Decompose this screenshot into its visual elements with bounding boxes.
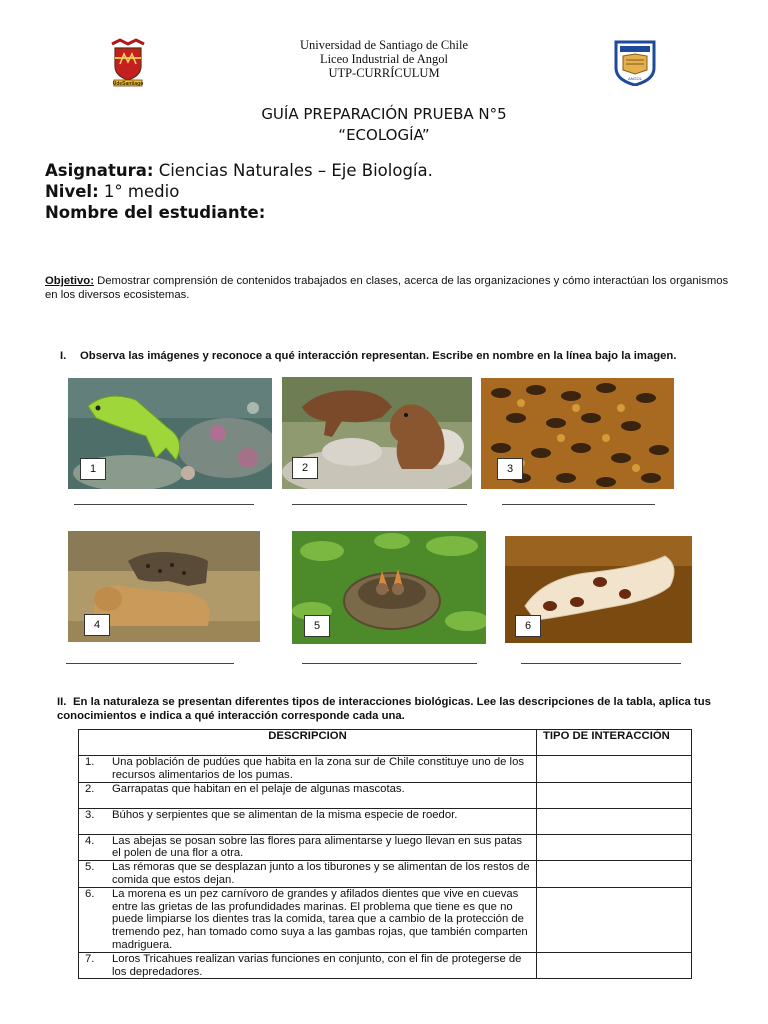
section-2-text: En la naturaleza se presentan diferentes tipos de interacciones biológicas. Lee las descripciones de la tabla, aplica tus conocimientos e indica a qué interacción corresponde cada una.: [57, 696, 711, 722]
section-1-heading: [60, 350, 720, 364]
image-3-badge: 3: [497, 458, 523, 480]
image-6-badge: 6: [515, 615, 541, 637]
section-1-number: I.: [60, 350, 67, 362]
institution-line-1: Universidad de Santiago de Chile: [299, 38, 469, 52]
image-3: [481, 378, 674, 489]
subject-label: Asignatura:: [45, 161, 154, 180]
row-number: 1.: [79, 756, 107, 783]
table-row: [79, 782, 692, 808]
interaction-type-column-header: TIPO DE INTERACCIÓN: [537, 730, 692, 756]
section-1-text: Observa las imágenes y reconoce a qué interacción representan. Escribe en nombre en la línea bajo la imagen.: [80, 350, 677, 362]
objective: [45, 274, 735, 302]
table-row: [79, 952, 692, 979]
subject-value: Ciencias Naturales – Eje Biología.: [153, 161, 433, 180]
liceo-industrial-logo: [614, 40, 656, 86]
image-4-badge: 4: [84, 614, 110, 636]
table-row: [79, 756, 692, 783]
row-description: Una población de pudúes que habita en la zona sur de Chile constituye uno de los recursos alimentarios de los pumas.: [106, 756, 537, 783]
table-row: [79, 808, 692, 834]
section-2-number: II.: [57, 696, 67, 708]
level-value: 1° medio: [98, 182, 180, 201]
row-number: 2.: [79, 782, 107, 808]
row-answer-cell[interactable]: [537, 952, 692, 979]
table-row: [79, 861, 692, 888]
row-answer-cell[interactable]: [537, 834, 692, 861]
row-answer-cell[interactable]: [537, 808, 692, 834]
level-label: Nivel:: [45, 182, 99, 201]
row-number: 5.: [79, 861, 107, 888]
interactions-table: [78, 729, 692, 979]
row-number: 6.: [79, 887, 107, 952]
description-column-header: DESCRIPCION: [79, 730, 537, 756]
objective-label: Objetivo:: [45, 275, 94, 287]
image-1-badge: 1: [80, 458, 106, 480]
table-row: [79, 834, 692, 861]
row-description: La morena es un pez carnívoro de grandes y afilados dientes que vive en cuevas entre las grietas de las profundidades marinas. El problema que tiene es que no puede limpiarse los dientes tras la comida, tarea que a cambio de la protección de tremendo pez, han tomado como suya a las gambas rojas, que también comparten madriguera.: [106, 887, 537, 952]
answer-line-3[interactable]: [502, 504, 655, 505]
svg-text:ANGOL: ANGOL: [627, 76, 643, 81]
image-4: [68, 531, 260, 642]
row-description: Las abejas se posan sobre las flores para alimentarse y luego llevan en sus patas el polen de una flor a otra.: [106, 834, 537, 861]
image-5: [292, 531, 486, 644]
image-2-badge: 2: [292, 457, 318, 479]
row-description: Garrapatas que habitan en el pelaje de algunas mascotas.: [106, 782, 537, 808]
image-1: [68, 378, 272, 489]
institution-line-2: Liceo Industrial de Angol: [319, 52, 449, 66]
row-description: Búhos y serpientes que se alimentan de la misma especie de roedor.: [106, 808, 537, 834]
left-logo-text: UdeSantiago: [112, 81, 144, 87]
document-title: [0, 104, 768, 146]
answer-line-1[interactable]: [74, 504, 254, 505]
row-description: Loros Tricahues realizan varias funciones en conjunto, con el fin de protegerse de los depredadores.: [106, 952, 537, 979]
image-6: [505, 536, 692, 643]
subject-line: [45, 160, 433, 181]
row-answer-cell[interactable]: [537, 887, 692, 952]
row-description: Las rémoras que se desplazan junto a los tiburones y se alimentan de los restos de comida que estos dejan.: [106, 861, 537, 888]
answer-line-6[interactable]: [521, 663, 681, 664]
row-number: 7.: [79, 952, 107, 979]
answer-line-4[interactable]: [66, 663, 234, 664]
title-line-2: “ECOLOGÍA”: [338, 126, 430, 144]
objective-text: Demostrar comprensión de contenidos trabajados en clases, acerca de las organizaciones y cómo interactúan los organismos en los diversos ecosistemas.: [45, 275, 729, 301]
row-answer-cell[interactable]: [537, 756, 692, 783]
answer-line-5[interactable]: [302, 663, 477, 664]
row-number: 3.: [79, 808, 107, 834]
student-info: [45, 160, 433, 223]
table-row: [79, 887, 692, 952]
student-name-line: [45, 202, 433, 223]
student-name-label: Nombre del estudiante:: [45, 203, 266, 222]
image-5-badge: 5: [304, 615, 330, 637]
section-2-heading: [57, 696, 737, 723]
image-2: [282, 377, 472, 489]
row-number: 4.: [79, 834, 107, 861]
answer-line-2[interactable]: [292, 504, 467, 505]
institution-line-3: UTP-CURRÍCULUM: [328, 66, 440, 80]
row-answer-cell[interactable]: [537, 861, 692, 888]
title-line-1: GUÍA PREPARACIÓN PRUEBA N°5: [261, 105, 507, 123]
table-header-row: [79, 730, 692, 756]
row-answer-cell[interactable]: [537, 782, 692, 808]
level-line: [45, 181, 433, 202]
